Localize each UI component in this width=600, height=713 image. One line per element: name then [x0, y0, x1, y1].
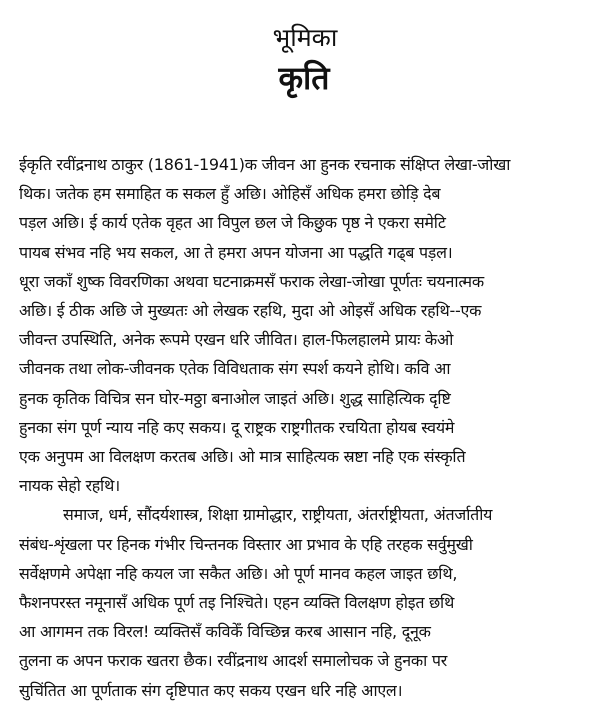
text-line: पायब संभव नहि भय सकल, आ ते हमरा अपन योजना आ पद्धति गढ्ब पड़ल।	[19, 242, 453, 262]
heading-block	[0, 22, 600, 98]
text-line: नायक सेहो रहथि।	[19, 476, 120, 496]
paragraph-2	[19, 500, 589, 704]
text-line: संबंध-शृंखला पर हिनक गंभीर चिन्तनक विस्तार आ प्रभाव के एहि तरहक सर्वुमुखी	[19, 534, 473, 554]
text-line: जीवनक तथा लोक-जीवनक एतेक विविधताक संग स्पर्श कयने होथि। कवि आ	[19, 359, 451, 379]
text-line: सर्वेक्षणमे अपेक्षा नहि कयल जा सकैत अछि। ओ पूर्ण मानव कहल जाइत छथि,	[19, 563, 458, 583]
text-line: एक अनुपम आ विलक्षण करतब अछि। ओ मात्र साहित्यक स्रष्टा नहि एक संस्कृति	[19, 447, 466, 467]
text-line: हुनका संग पूर्ण न्याय नहि कए सकय। दू राष्ट्रक राष्ट्रगीतक रचयिता होयब स्वयंमे	[19, 417, 455, 437]
text-line: धूरा जकाँ शुष्क विवरणिका अथवा घटनाक्रमसँ फराक लेखा-जोखा पूर्णतः चयनात्मक	[19, 271, 484, 291]
text-line: अछि। ई ठीक अछि जे मुख्यतः ओ लेखक रहथि, मुदा ओ ओइसँ अधिक रहथि--एक	[19, 301, 482, 321]
paragraph-1	[19, 150, 589, 500]
text-line: सुचिंतित आ पूर्णताक संग दृष्टिपात कए सकय एखन धरि नहि आएल।	[19, 680, 403, 700]
text-line: तुलना क अपन फराक खतरा छैक। रवींद्रनाथ आदर्श समालोचक जे हुनका पर	[19, 651, 448, 671]
text-line: जीवन्त उपस्थिति, अनेक रूपमे एखन धरि जीवित। हाल-फिलहालमे प्रायः केओ	[19, 330, 454, 350]
text-line: थिक। जतेक हम समाहित क सकल हुँ अछि। ओहिसँ अधिक हमरा छोड़ि देब	[19, 184, 441, 204]
text-line: हुनक कृतिक विचित्र सन घोर-मठ्ठा बनाओल जाइतं अछि। शुद्ध साहित्यिक दृष्टि	[19, 388, 451, 408]
chapter-title: कृति	[278, 59, 330, 97]
body-text	[19, 150, 589, 705]
text-line: ईकृति रवींद्रनाथ ठाकुर (1861-1941)क जीवन आ हुनक रचनाक संक्षिप्त लेखा-जोखा	[19, 155, 511, 174]
text-line: समाज, धर्म, सौंदर्यशास्त्र, शिक्षा ग्रामोद्धार, राष्ट्रीयता, अंतर्राष्ट्रीयता, अंतर्जातीय	[63, 505, 493, 525]
text-line: फैशनपरस्त नमूनासँ अधिक पूर्ण तइ निश्चिते। एहन व्यक्ति विलक्षण होइत छथि	[19, 593, 455, 613]
text-line: पड़ल अछि। ई कार्य एतेक वृहत आ विपुल छल जे किछुक पृष्ठ ने एकरा समेटि	[19, 213, 446, 233]
text-line: आ आगमन तक विरल! व्यक्तिसँ कविकेँ विच्छिन्न करब आसान नहि, दूनूक	[19, 622, 431, 642]
section-heading: भूमिका	[272, 23, 338, 52]
